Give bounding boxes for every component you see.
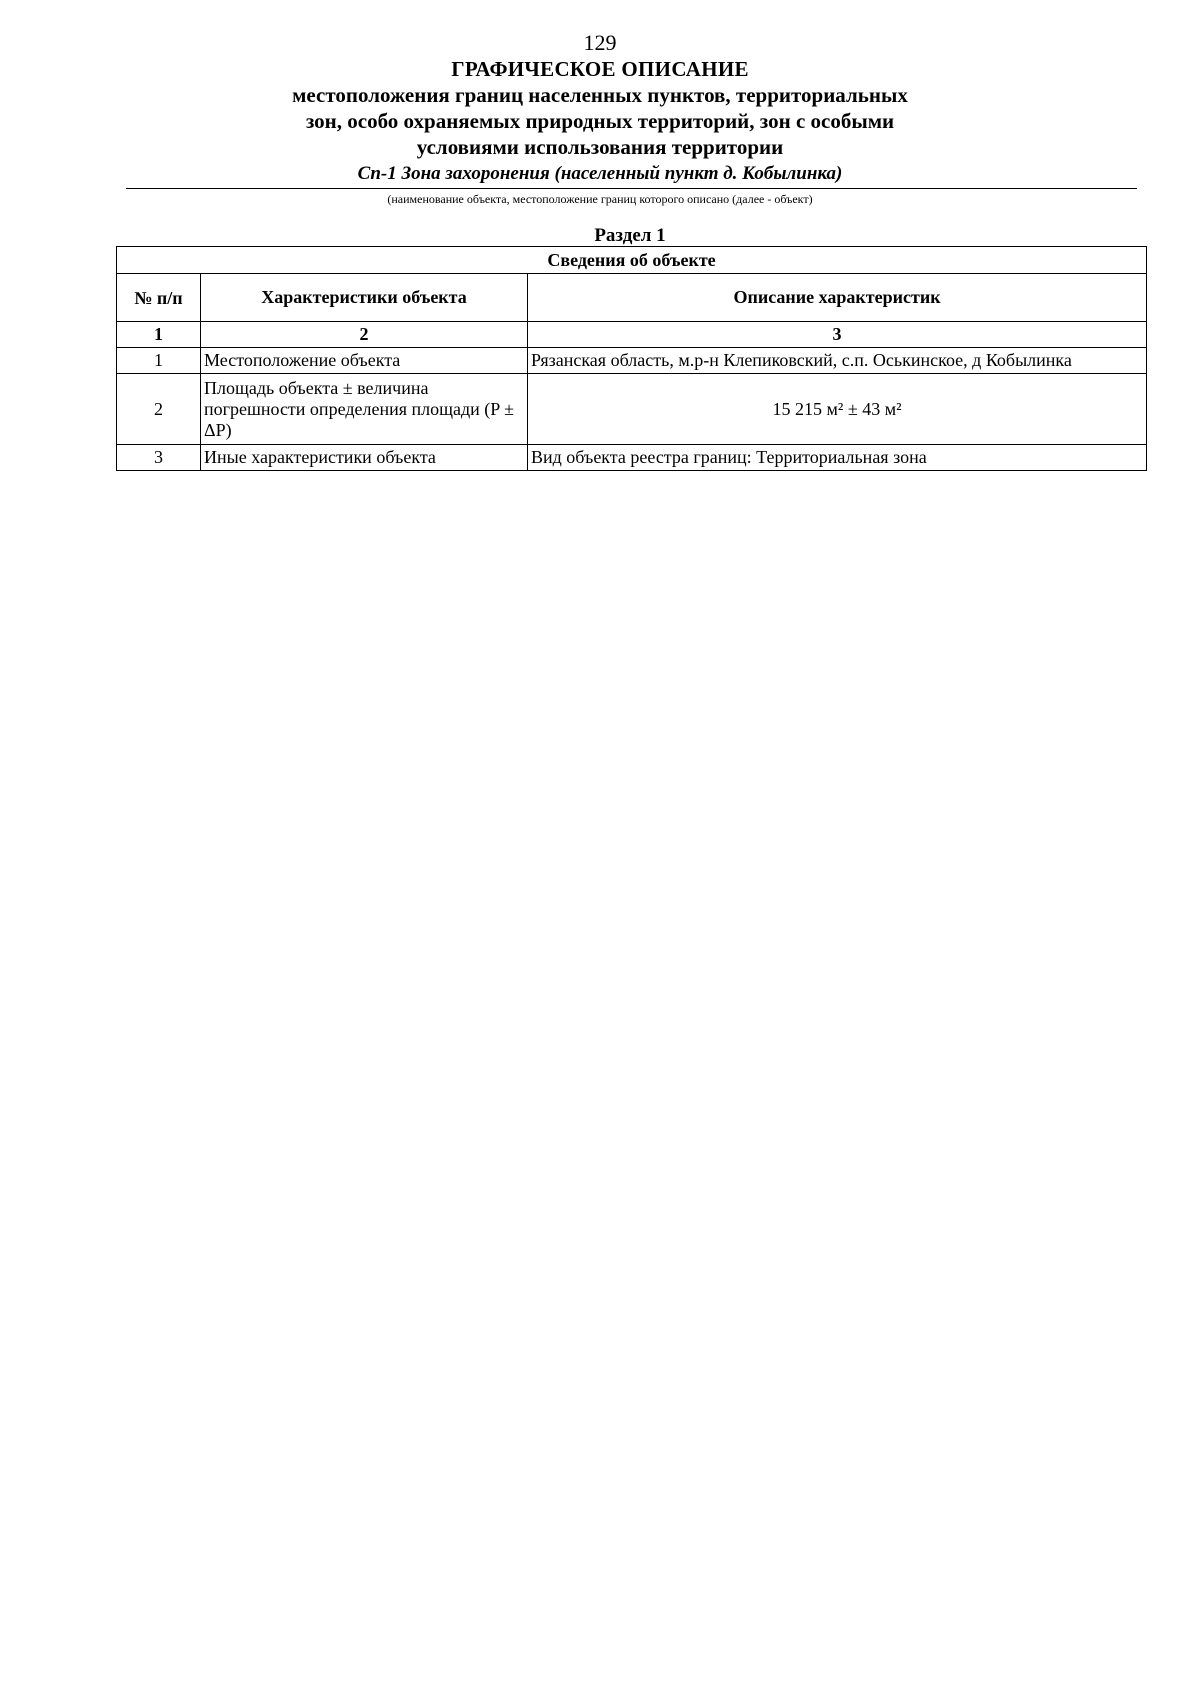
section-title: Раздел 1 <box>594 225 666 246</box>
object-name-underline <box>126 188 1137 189</box>
object-info-table <box>116 246 1147 471</box>
document-title <box>0 56 1200 160</box>
row-num: 2 <box>117 374 201 445</box>
index-cell: 3 <box>528 322 1147 348</box>
row-description: 15 215 м² ± 43 м² <box>528 374 1147 445</box>
row-num: 1 <box>117 348 201 374</box>
table-row <box>117 348 1147 374</box>
object-name: Сп-1 Зона захоронения (населенный пункт д. Кобылинка) <box>357 163 843 184</box>
row-description: Вид объекта реестра границ: Территориальная зона <box>528 445 1147 471</box>
row-characteristic: Местоположение объекта <box>201 348 528 374</box>
header-num: № п/п <box>117 274 201 322</box>
object-caption: (наименование объекта, местоположение границ которого описано (далее - объект) <box>387 192 813 206</box>
table-header-row <box>117 274 1147 322</box>
table-row <box>117 445 1147 471</box>
header-characteristic: Характеристики объекта <box>201 274 528 322</box>
table-row <box>117 374 1147 445</box>
index-cell: 1 <box>117 322 201 348</box>
title-line-3: зон, особо охраняемых природных территорий, зон с особыми <box>305 109 895 133</box>
title-line-4: условиями использования территории <box>416 135 784 159</box>
table-caption: Сведения об объекте <box>117 247 1147 274</box>
row-description: Рязанская область, м.р-н Клепиковский, с.п. Оськинское, д Кобылинка <box>528 348 1147 374</box>
title-line-1: ГРАФИЧЕСКОЕ ОПИСАНИЕ <box>451 57 749 81</box>
row-characteristic: Площадь объекта ± величина погрешности определения площади (P ± ΔP) <box>201 374 528 445</box>
header-description: Описание характеристик <box>528 274 1147 322</box>
table-caption-row <box>117 247 1147 274</box>
title-line-2: местоположения границ населенных пунктов, территориальных <box>292 83 908 107</box>
table-index-row <box>117 322 1147 348</box>
page-number: 129 <box>583 30 617 55</box>
index-cell: 2 <box>201 322 528 348</box>
row-num: 3 <box>117 445 201 471</box>
row-characteristic: Иные характеристики объекта <box>201 445 528 471</box>
